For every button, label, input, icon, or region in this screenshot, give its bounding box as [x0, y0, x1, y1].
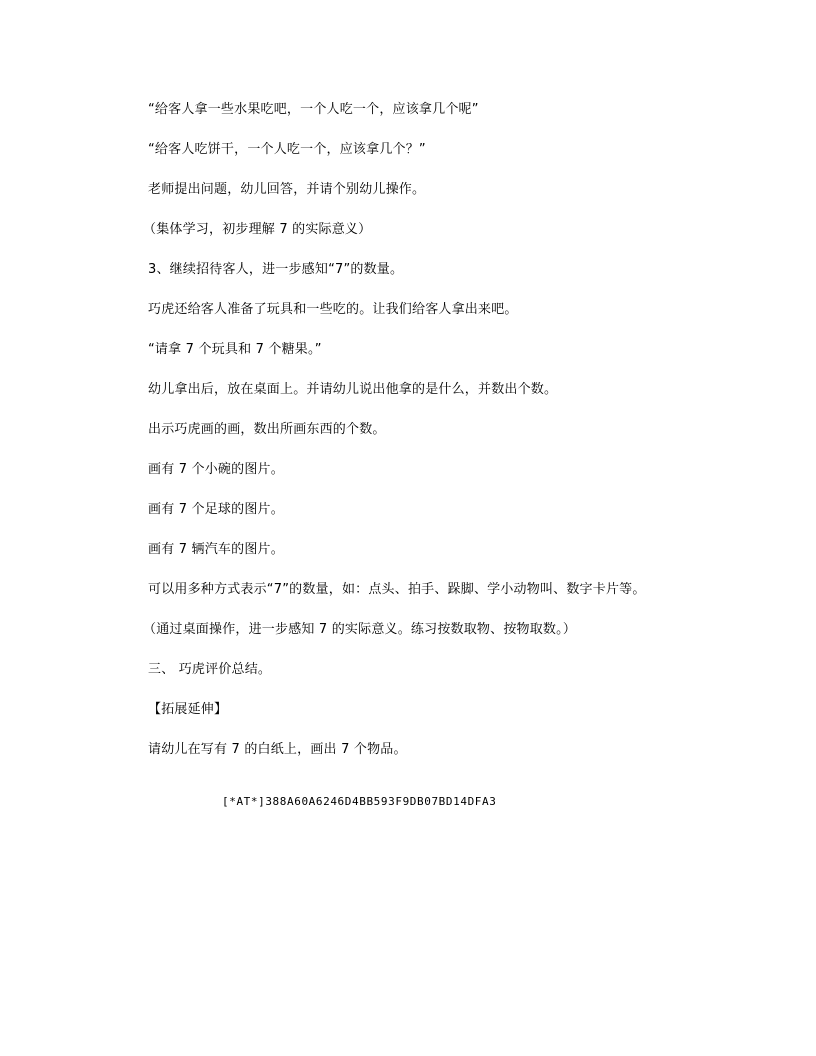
paragraph-desktop-operation: （通过桌面操作，进一步感知 7 的实际意义。练习按数取物、按物取数。） [143, 622, 577, 637]
paragraph-seven-cars: 画有 7 辆汽车的图片。 [148, 542, 284, 557]
footer-code: [*AT*]388A60A6246D4BB593F9DB07BD14DFA3 [222, 795, 497, 808]
paragraph-collective-learning: （集体学习，初步理解 7 的实际意义） [143, 222, 372, 237]
section-heading-3: 3、继续招待客人，进一步感知“7”的数量。 [148, 262, 404, 277]
paragraph-teacher-question: 老师提出问题，幼儿回答，并请个别幼儿操作。 [148, 182, 426, 197]
paragraph-show-drawing: 出示巧虎画的画，数出所画东西的个数。 [148, 422, 386, 437]
paragraph-seven-bowls: 画有 7 个小碗的图片。 [148, 462, 284, 477]
paragraph-take-seven: “请拿 7 个玩具和 7 个糖果。” [148, 342, 322, 357]
paragraph-draw-seven-items: 请幼儿在写有 7 的白纸上，画出 7 个物品。 [148, 742, 407, 757]
paragraph-biscuit-question: “给客人吃饼干，一个人吃一个，应该拿几个？” [148, 142, 426, 157]
paragraph-represent-seven: 可以用多种方式表示“7”的数量，如：点头、拍手、跺脚、学小动物叫、数字卡片等。 [148, 582, 646, 597]
section-heading-three: 三、 巧虎评价总结。 [148, 662, 272, 677]
section-heading-extension: 【拓展延伸】 [148, 702, 228, 717]
paragraph-fruit-question: “给客人拿一些水果吃吧，一个人吃一个，应该拿几个呢” [148, 102, 479, 117]
paragraph-qiaohu-prepared: 巧虎还给客人准备了玩具和一些吃的。让我们给客人拿出来吧。 [148, 302, 518, 317]
paragraph-children-take-out: 幼儿拿出后，放在桌面上。并请幼儿说出他拿的是什么，并数出个数。 [148, 382, 558, 397]
paragraph-seven-footballs: 画有 7 个足球的图片。 [148, 502, 284, 517]
